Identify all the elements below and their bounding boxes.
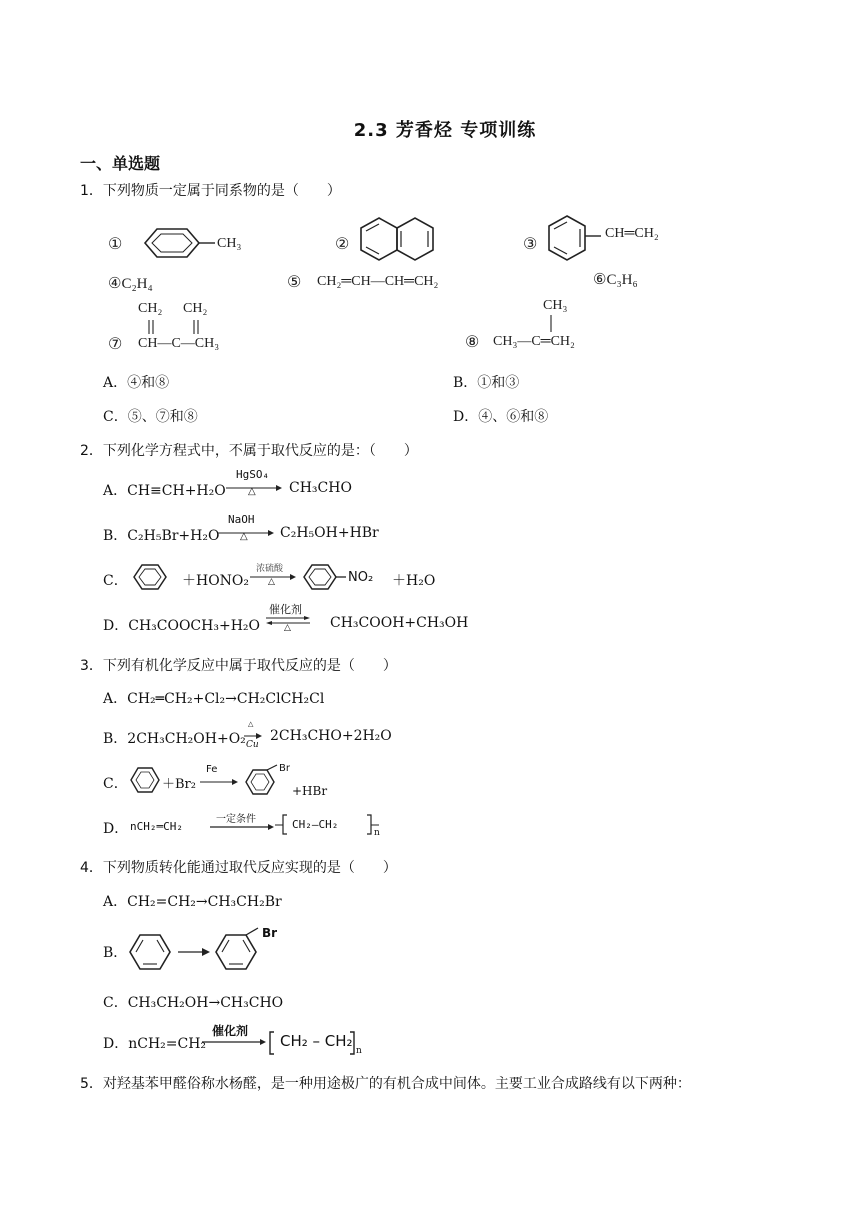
q1-option-b[interactable]: B．①和③ (453, 375, 520, 391)
label-1: ① (108, 236, 123, 253)
question-2-stem: 2．下列化学方程式中，不属于取代反应的是：（ ） (80, 443, 418, 459)
page-title: 2.3 芳香烃 专项训练 (353, 120, 537, 141)
q3b-product: 2CH₃CHO+2H₂O (270, 728, 392, 744)
methyl-label: CH₃ (217, 236, 242, 251)
q1-option-d[interactable]: D．④、⑥和⑧ (453, 409, 549, 425)
q3d-repeat-unit: CH₂—CH₂ (292, 818, 339, 831)
q3c-reagent: ＋Br₂ (162, 777, 196, 792)
toluene-structure (135, 226, 225, 260)
q2a-product: CH₃CHO (289, 480, 352, 496)
q3d-n: n (374, 828, 380, 838)
q1-molecule-figure (105, 212, 705, 362)
q3c-reaction-arrow: Fe (200, 764, 240, 788)
vinyl-label: CH═CH₂ (605, 226, 659, 241)
q2-option-b[interactable]: B．C₂H₅Br+H₂O (103, 528, 220, 544)
styrene-structure (545, 214, 615, 272)
q3-option-a[interactable]: A．CH₂═CH₂+Cl₂→CH₂ClCH₂Cl (103, 691, 325, 707)
q2-option-a[interactable]: A．CH≡CH+H₂O (103, 483, 226, 499)
q4-option-d[interactable]: D．nCH₂=CH₂ (103, 1036, 207, 1052)
q3-option-d[interactable]: D． (103, 821, 129, 837)
q4-option-c[interactable]: C．CH₃CH₂OH→CH₃CHO (103, 995, 284, 1011)
label-2: ② (335, 236, 350, 253)
label-4: ④C₂H₄ (108, 276, 153, 292)
benzene-icon (128, 765, 162, 795)
naphthalene-structure (357, 214, 443, 276)
q3c-product: +HBr (292, 784, 328, 798)
q4d-repeat-unit: CH₂ – CH₂ (280, 1032, 353, 1050)
q2b-reaction-arrow: NaOH △ (218, 515, 274, 539)
nitro-label: NO₂ (348, 570, 374, 585)
q3b-reaction-arrow: △ Cu (244, 720, 262, 754)
label-7: ⑦ (108, 336, 123, 353)
q4-option-b[interactable]: B． (103, 945, 128, 961)
isobutene-bottom: CH₃—C═CH₂ (493, 334, 575, 349)
bromo-label: Br (279, 763, 290, 774)
q3-option-b[interactable]: B．2CH₃CH₂OH+O₂ (103, 731, 246, 747)
butadiene-formula: CH₂═CH—CH═CH₂ (317, 274, 439, 289)
benzene-icon (128, 562, 172, 592)
q4-option-a[interactable]: A．CH₂=CH₂→CH₃CH₂Br (103, 894, 282, 910)
q3-option-c[interactable]: C． (103, 776, 128, 792)
isobutene-bond (547, 314, 557, 334)
isobutene-top: CH₃ (543, 298, 568, 313)
label-8: ⑧ (465, 334, 480, 351)
q2a-reaction-arrow: HgSO₄ △ (226, 470, 282, 494)
q2-option-c[interactable]: C． (103, 573, 128, 589)
q4d-reaction-arrow: 催化剂 (202, 1022, 266, 1046)
label-6: ⑥C₃H₆ (593, 272, 638, 288)
q2c-reaction-arrow: 浓硫酸 △ (250, 562, 296, 588)
label-5: ⑤ (287, 274, 302, 291)
q2-option-d[interactable]: D．CH₃COOCH₃+H₂O (103, 618, 260, 634)
q2c-product: ＋H₂O (392, 573, 436, 589)
q2d-product: CH₃COOH+CH₃OH (330, 615, 469, 631)
isoprene-top-1: CH₂ (138, 301, 163, 316)
section-heading: 一、单选题 (80, 154, 161, 173)
q1-option-a[interactable]: A．④和⑧ (103, 375, 170, 391)
question-5-stem: 5．对羟基苯甲醛俗称水杨醛，是一种用途极广的有机合成中间体。主要工业合成路线有以下两种： (80, 1076, 691, 1092)
nitrobenzene-ring-icon (300, 562, 346, 592)
q1-option-c[interactable]: C．⑤、⑦和⑧ (103, 409, 198, 425)
q3d-reaction-arrow: 一定条件 (210, 810, 274, 832)
q3d-reactant: nCH₂═CH₂ (130, 820, 183, 833)
question-3-stem: 3．下列有机化学反应中属于取代反应的是（ ） (80, 658, 397, 674)
q2d-equilibrium-arrow: 催化剂 △ (266, 602, 312, 632)
q4d-n: n (356, 1046, 362, 1056)
isoprene-bottom: CH—C—CH₃ (138, 336, 220, 351)
isoprene-top-2: CH₂ (183, 301, 208, 316)
question-1-stem: 1．下列物质一定属于同系物的是（ ） (80, 183, 341, 199)
q2c-reagent: ＋HONO₂ (182, 573, 250, 589)
q2b-product: C₂H₅OH+HBr (280, 525, 379, 541)
question-4-stem: 4．下列物质转化能通过取代反应实现的是（ ） (80, 860, 397, 876)
q4b-bromo-label: Br (262, 926, 278, 940)
isoprene-double-bonds (145, 318, 205, 336)
label-3: ③ (523, 236, 538, 253)
